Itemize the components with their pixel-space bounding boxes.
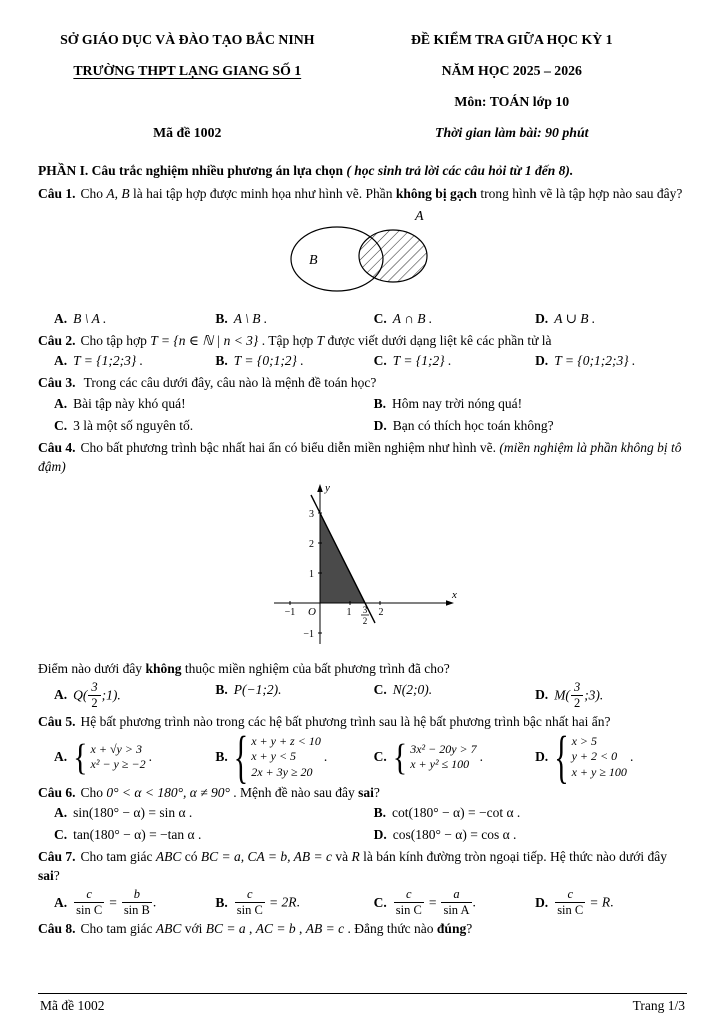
q7-option-c [374,888,535,917]
option-text: Hôm nay trời nóng quá! [392,396,523,412]
option-text: Bạn có thích học toán không? [392,418,554,434]
system-line: x + y + z < 10 [251,733,321,748]
option-key: A. [54,748,68,764]
system-line: x² − y ≥ −2 [90,757,146,772]
option-key: C. [373,748,387,764]
option-key: A. [54,894,68,910]
q4-ask-bold: không [145,660,182,676]
exam-code: Mã đề 1002 [153,125,222,140]
q2-var: T [316,332,325,348]
duration-line: Thời gian làm bài: 90 phút [435,125,589,140]
system-brace: { [392,736,408,778]
option-key: D. [535,687,549,703]
question-6-text [38,784,687,803]
school-name: TRƯỜNG THPT LẠNG GIANG SỐ 1 [73,63,302,78]
q2-math: T = {n ∈ ℕ | n < 3} [150,332,259,348]
fraction-numerator: c [235,888,265,903]
q8-text-2: với [181,921,206,937]
question-2-label: Câu 2. [38,332,76,348]
inequality-system [73,736,146,778]
fraction-numerator: a [441,888,471,903]
q8-text-6: ? [466,921,473,937]
q6-math: 0° < α < 180°, α ≠ 90° [106,784,230,800]
fraction-denominator: sin B [123,903,150,918]
page-footer [38,993,687,1016]
q4-note: (miền nghiệm là phần không bị tô đậm) [38,440,682,474]
question-1-figure [38,206,687,308]
q1-option-a [54,310,215,329]
system-lines [91,742,146,773]
region-graph [268,479,458,651]
q2-option-b [215,352,373,371]
system-line: x + y² ≤ 100 [410,757,470,772]
option-text: 3 là một số nguyên tố. [73,418,194,434]
option-key: A. [54,310,68,326]
exam-title: ĐỀ KIỂM TRA GIỮA HỌC KỲ 1 [410,32,613,47]
question-4-ask [38,660,687,679]
part1-heading [38,162,687,181]
fraction-numerator: c [555,888,585,903]
q1-option-b [215,310,373,329]
q2-option-a [54,352,215,371]
q1-text-2: là hai tập hợp được minh họa như hình vẽ. Phần [129,185,396,201]
q7-text-5: ? [53,868,60,884]
fraction-denominator: sin C [395,903,422,918]
system-line: 3x² − 20y > 7 [410,741,477,756]
question-3-options-row-1 [38,395,687,414]
q7-math-sides: BC = a, CA = b, AB = c [200,849,332,865]
option-end: . [610,894,614,910]
fraction-denominator: sin C [76,903,103,918]
q4-option-d [535,681,687,710]
question-7-text [38,848,687,886]
y-tick-1: 1 [308,568,314,580]
option-post: ;1). [101,687,121,703]
option-text: T = {1;2;3} . [73,353,144,369]
fraction-numerator: b [122,888,152,903]
q1-vars: A, B [106,185,130,201]
q7-text-1: Cho tam giác [80,849,156,865]
fraction-denominator: 2 [91,695,98,710]
option-key: B. [215,748,228,764]
q6-option-c [54,826,374,845]
q1-bold: không bị gạch [395,185,477,201]
option-end: . [472,894,476,910]
q6-option-d [374,826,687,845]
fraction-numerator: c [74,888,104,903]
x-axis-arrow [446,600,454,606]
fraction [74,888,104,917]
q4-ask-2: thuộc miền nghiệm của bất phương trình đã cho? [181,660,450,676]
q8-var-abc: ABC [155,921,182,937]
option-key: C. [54,418,68,434]
equals-sign: = [109,894,117,910]
q2-option-c [374,352,535,371]
question-5-options [38,724,687,790]
fraction-numerator: 3 [571,681,583,696]
q6-text-2: . Mệnh đề nào sau đây [229,784,359,800]
q8-math-3: AB = c [305,921,345,937]
question-1-options [38,310,687,329]
system-line: x + y < 5 [251,749,297,764]
system-lines [410,742,476,773]
option-key: A. [54,687,68,703]
q2-text-2: . Tập hợp [258,332,317,348]
q8-math-2: AC = b [255,921,296,937]
option-text: A \ B . [233,310,268,326]
q4-option-c [374,681,535,710]
q5-text-1: Hệ bất phương trình nào trong các hệ bất phương trình sau là hệ bất phương trình bậc nhất hai ẩn? [80,713,611,729]
question-1-text [38,185,687,204]
q8-text-4: , [295,921,306,937]
question-8-text [38,920,687,939]
option-key: B. [373,396,387,412]
question-6-label: Câu 6. [38,784,76,800]
option-key: D. [373,418,387,434]
fraction [88,681,100,710]
exam-header [38,30,687,154]
q3-option-b [374,395,687,414]
option-key: A. [54,396,68,412]
fraction-numerator: c [394,888,424,903]
fraction [555,888,585,917]
option-key: C. [373,894,387,910]
y-tick-minus1: −1 [302,628,314,640]
option-key: D. [535,748,549,764]
q5-option-b [215,724,373,790]
q8-math-1: BC = a [205,921,246,937]
y-tick-3: 3 [308,508,314,520]
system-lines [251,734,321,781]
q2-text-1: Cho tập hợp [80,332,151,348]
fraction [122,888,152,917]
q7-var-abc: ABC [155,849,182,865]
venn-diagram [275,206,450,302]
system-line: 2x + 3y ≥ 20 [251,764,313,779]
q1-option-d [535,310,687,329]
q8-bold: đúng [436,921,467,937]
option-key: B. [215,894,228,910]
option-text: T = {0;1;2;3} . [554,353,636,369]
option-end: . [629,748,634,764]
system-line: x + √y > 3 [90,741,142,756]
option-key: B. [373,805,387,821]
school-year: NĂM HỌC 2025 – 2026 [441,63,582,78]
system-brace: { [554,724,569,790]
option-key: B. [215,353,228,369]
q3-text-1: Trong các câu dưới đây, câu nào là mệnh đề toán học? [80,375,377,391]
option-pre: Q( [73,687,88,703]
q7-var-r: R [351,849,360,865]
option-text: Bài tập này khó quá! [73,396,186,412]
x-tick-2: 2 [378,606,383,618]
system-brace: { [233,724,249,790]
option-end: . [148,748,152,764]
question-4-figure [38,479,687,657]
question-3-label: Câu 3. [38,375,76,391]
q6-option-a [54,804,374,823]
q6-bold: sai [358,784,374,800]
question-3-text [38,374,687,393]
inequality-system [554,724,627,790]
option-post: ;3). [584,687,604,703]
x-tick-1: 1 [346,606,351,618]
option-text: T = {1;2} . [392,353,452,369]
option-rhs: R [601,894,611,910]
equals-sign: = [269,894,278,910]
option-end: . [296,894,300,910]
option-text: P(−1;2). [233,681,282,697]
question-1-label: Câu 1. [38,185,76,201]
option-key: D. [535,353,549,369]
q7-text-3: và [331,849,352,865]
option-text: cos(180° − α) = cos α . [392,827,517,843]
question-2-options [38,352,687,371]
x-tick-frac-num: 3 [362,604,367,615]
question-8-label: Câu 8. [38,921,76,937]
q6-text-3: ? [373,784,380,800]
q2-text-3: được viết dưới dạng liệt kê các phần tử là [324,332,552,348]
question-4-label: Câu 4. [38,440,76,456]
option-key: A. [54,353,68,369]
part1-heading-note: ( học sinh trả lời các câu hỏi từ 1 đến 8). [346,163,574,178]
system-lines [572,734,627,781]
question-6-options-row-1 [38,804,687,823]
option-pre: M( [554,687,570,703]
q4-text-1: Cho bất phương trình bậc nhất hai ẩn có biểu diễn miền nghiệm như hình vẽ. [80,440,500,456]
option-key: C. [373,310,387,326]
q8-text-3: , [245,921,256,937]
option-text: A ∩ B . [392,310,433,326]
system-line: x > 5 [571,733,598,748]
option-rhs: 2R [281,894,297,910]
option-text: cot(180° − α) = −cot α . [392,805,521,821]
fraction [394,888,424,917]
q4-option-b [215,681,373,710]
option-text: sin(180° − α) = sin α . [73,805,193,821]
question-6-options-row-2 [38,826,687,845]
q7-bold: sai [38,868,54,884]
question-4-text [38,439,687,477]
y-axis-label: y [324,481,330,494]
system-line: y + 2 < 0 [571,749,618,764]
system-brace: { [73,736,88,778]
x-tick-minus1: −1 [284,606,295,618]
venn-set-a-region [359,230,427,282]
q5-option-a [54,734,215,781]
q3-option-d [374,417,687,436]
q7-option-a [54,888,215,917]
option-text: T = {0;1;2} . [233,353,304,369]
option-text: N(2;0). [392,681,433,697]
question-2-text [38,332,687,351]
q3-option-c [54,417,374,436]
question-7-label: Câu 7. [38,849,76,865]
option-key: D. [535,310,549,326]
fraction-denominator: sin A [443,903,470,918]
option-end: . [479,748,484,764]
q1-text-3: trong hình vẽ là tập hợp nào sau đây? [476,185,683,201]
question-4-options [38,681,687,710]
option-end: . [323,748,328,764]
footer-exam-code: Mã đề 1002 [40,998,105,1014]
q7-option-d [535,888,687,917]
equals-sign: = [428,894,437,910]
q5-option-c [374,734,535,781]
option-key: A. [54,805,68,821]
question-3-options-row-2 [38,417,687,436]
fraction-denominator: sin C [557,903,584,918]
question-5-label: Câu 5. [38,713,76,729]
option-key: B. [215,310,228,326]
q3-option-a [54,395,374,414]
x-axis-label: x [451,588,457,601]
q5-option-d [535,724,687,790]
option-key: B. [215,681,228,697]
y-axis-arrow [317,484,323,492]
part1-heading-main: PHẦN I. Câu trắc nghiệm nhiều phương án lựa chọn [38,163,347,178]
q7-text-2: có [181,849,201,865]
q4-ask-1: Điểm nào dưới đây [38,660,146,676]
system-line: x + y ≥ 100 [571,764,627,779]
fraction-denominator: 2 [573,695,581,710]
footer-page-number: Trang 1/3 [632,998,685,1014]
q7-text-4: là bán kính đường tròn ngoại tiếp. Hệ thức nào dưới đây [359,849,667,865]
q6-text-1: Cho [80,784,107,800]
fraction [441,888,471,917]
option-text: B \ A . [73,310,107,326]
header-spacer [38,92,337,123]
q6-option-b [374,804,687,823]
question-5-text [38,713,687,732]
header-right [337,30,687,154]
venn-label-b: B [309,252,318,268]
q4-option-a [54,681,215,710]
q2-option-d [535,352,687,371]
origin-label: O [307,605,316,618]
inequality-system [233,724,321,790]
inequality-system [392,736,477,778]
q8-text-5: . Đẳng thức nào [344,921,437,937]
y-tick-2: 2 [308,538,314,550]
fraction [235,888,265,917]
option-key: D. [373,827,387,843]
option-key: C. [373,681,387,697]
option-text: tan(180° − α) = −tan α . [73,827,202,843]
x-tick-frac-den: 2 [362,615,367,626]
option-text: A ∪ B . [554,310,596,326]
q1-option-c [374,310,535,329]
subject-line: Môn: TOÁN lớp 10 [454,94,570,109]
question-7-options [38,888,687,917]
fraction-denominator: sin C [236,903,263,918]
q7-option-b [215,888,373,917]
option-end: . [152,894,157,910]
option-key: C. [373,353,387,369]
option-key: D. [535,894,549,910]
equals-sign: = [590,894,598,910]
q1-text-1: Cho [80,185,107,201]
department-name: SỞ GIÁO DỤC VÀ ĐÀO TẠO BẮC NINH [60,32,315,47]
option-key: C. [54,827,68,843]
fraction [571,681,583,710]
q8-text-1: Cho tam giác [80,921,156,937]
fraction-numerator: 3 [88,681,100,696]
header-left [38,30,337,154]
venn-label-a: A [415,208,424,224]
